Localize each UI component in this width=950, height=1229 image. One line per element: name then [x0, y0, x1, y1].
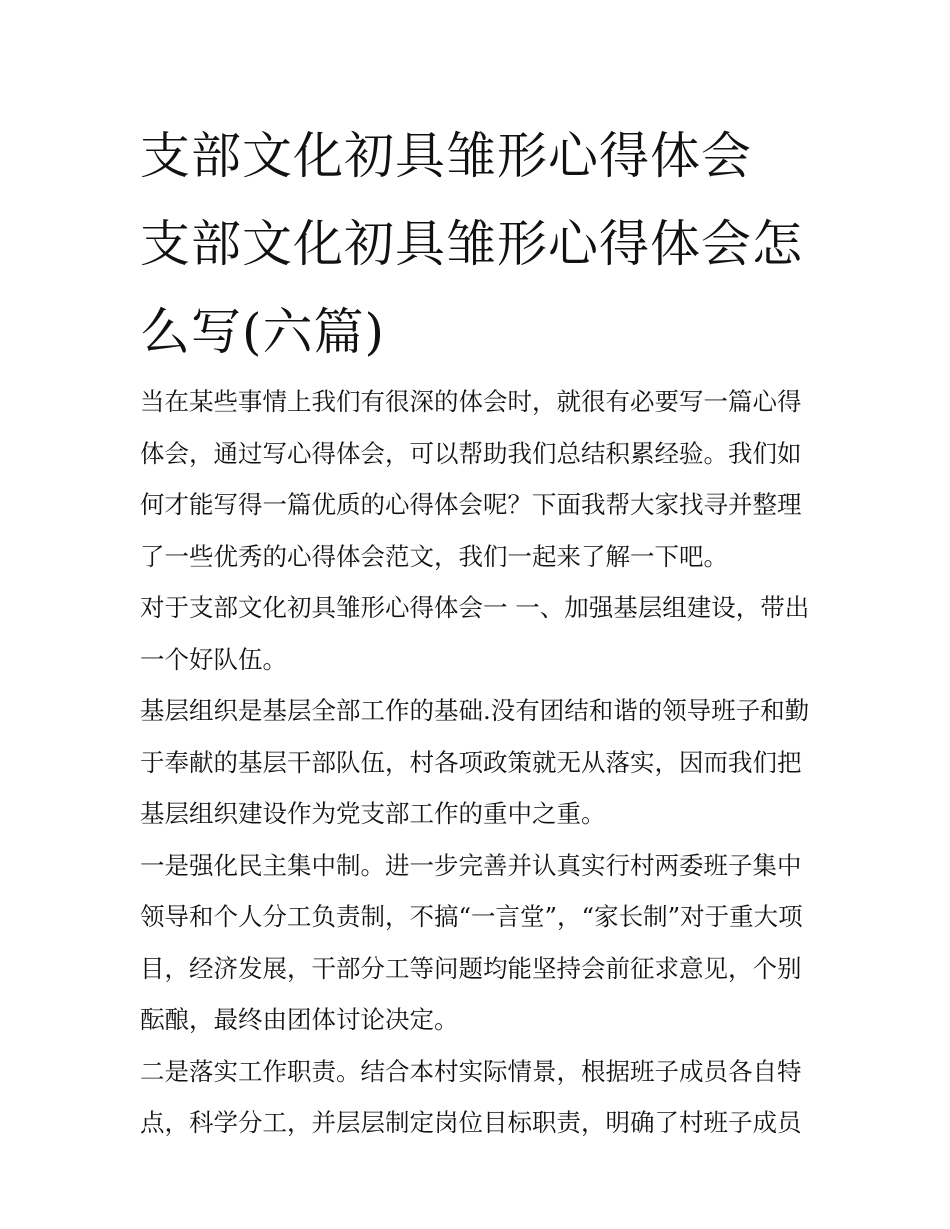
document-title: 支部文化初具雏形心得体会 支部文化初具雏形心得体会怎么写(六篇): [140, 127, 803, 361]
paragraph-intro: 当在某些事情上我们有很深的体会时，就很有必要写一篇心得体会，通过写心得体会，可以帮助我们总结积累经验。我们如何才能写得一篇优质的心得体会呢？下面我帮大家找寻并整理了一些优秀的心得体会范文，我们一起来了解一下吧。: [140, 387, 802, 571]
paragraph-grassroots: 基层组织是基层全部工作的基础.没有团结和谐的领导班子和勤于奉献的基层干部队伍，村各项政策就无从落实，因而我们把基层组织建设作为党支部工作的重中之重。: [140, 696, 810, 828]
paragraph-section-one-heading: 对于支部文化初具雏形心得体会一 一、加强基层组建设，带出一个好队伍。: [140, 593, 810, 674]
paragraph-democratic-centralism: 一是强化民主集中制。进一步完善并认真实行村两委班子集中领导和个人分工负责制，不搞“一言堂”，“家长制”对于重大项目，经济发展，干部分工等问题均能坚持会前征求意见，个别酝酿，最终由团体讨论决定。: [140, 850, 803, 1034]
document-page: [140, 112, 816, 1149]
paragraph-responsibilities: 二是落实工作职责。结合本村实际情景，根据班子成员各自特点，科学分工，并层层制定岗位目标职责，明确了村班子成员: [140, 1056, 802, 1137]
